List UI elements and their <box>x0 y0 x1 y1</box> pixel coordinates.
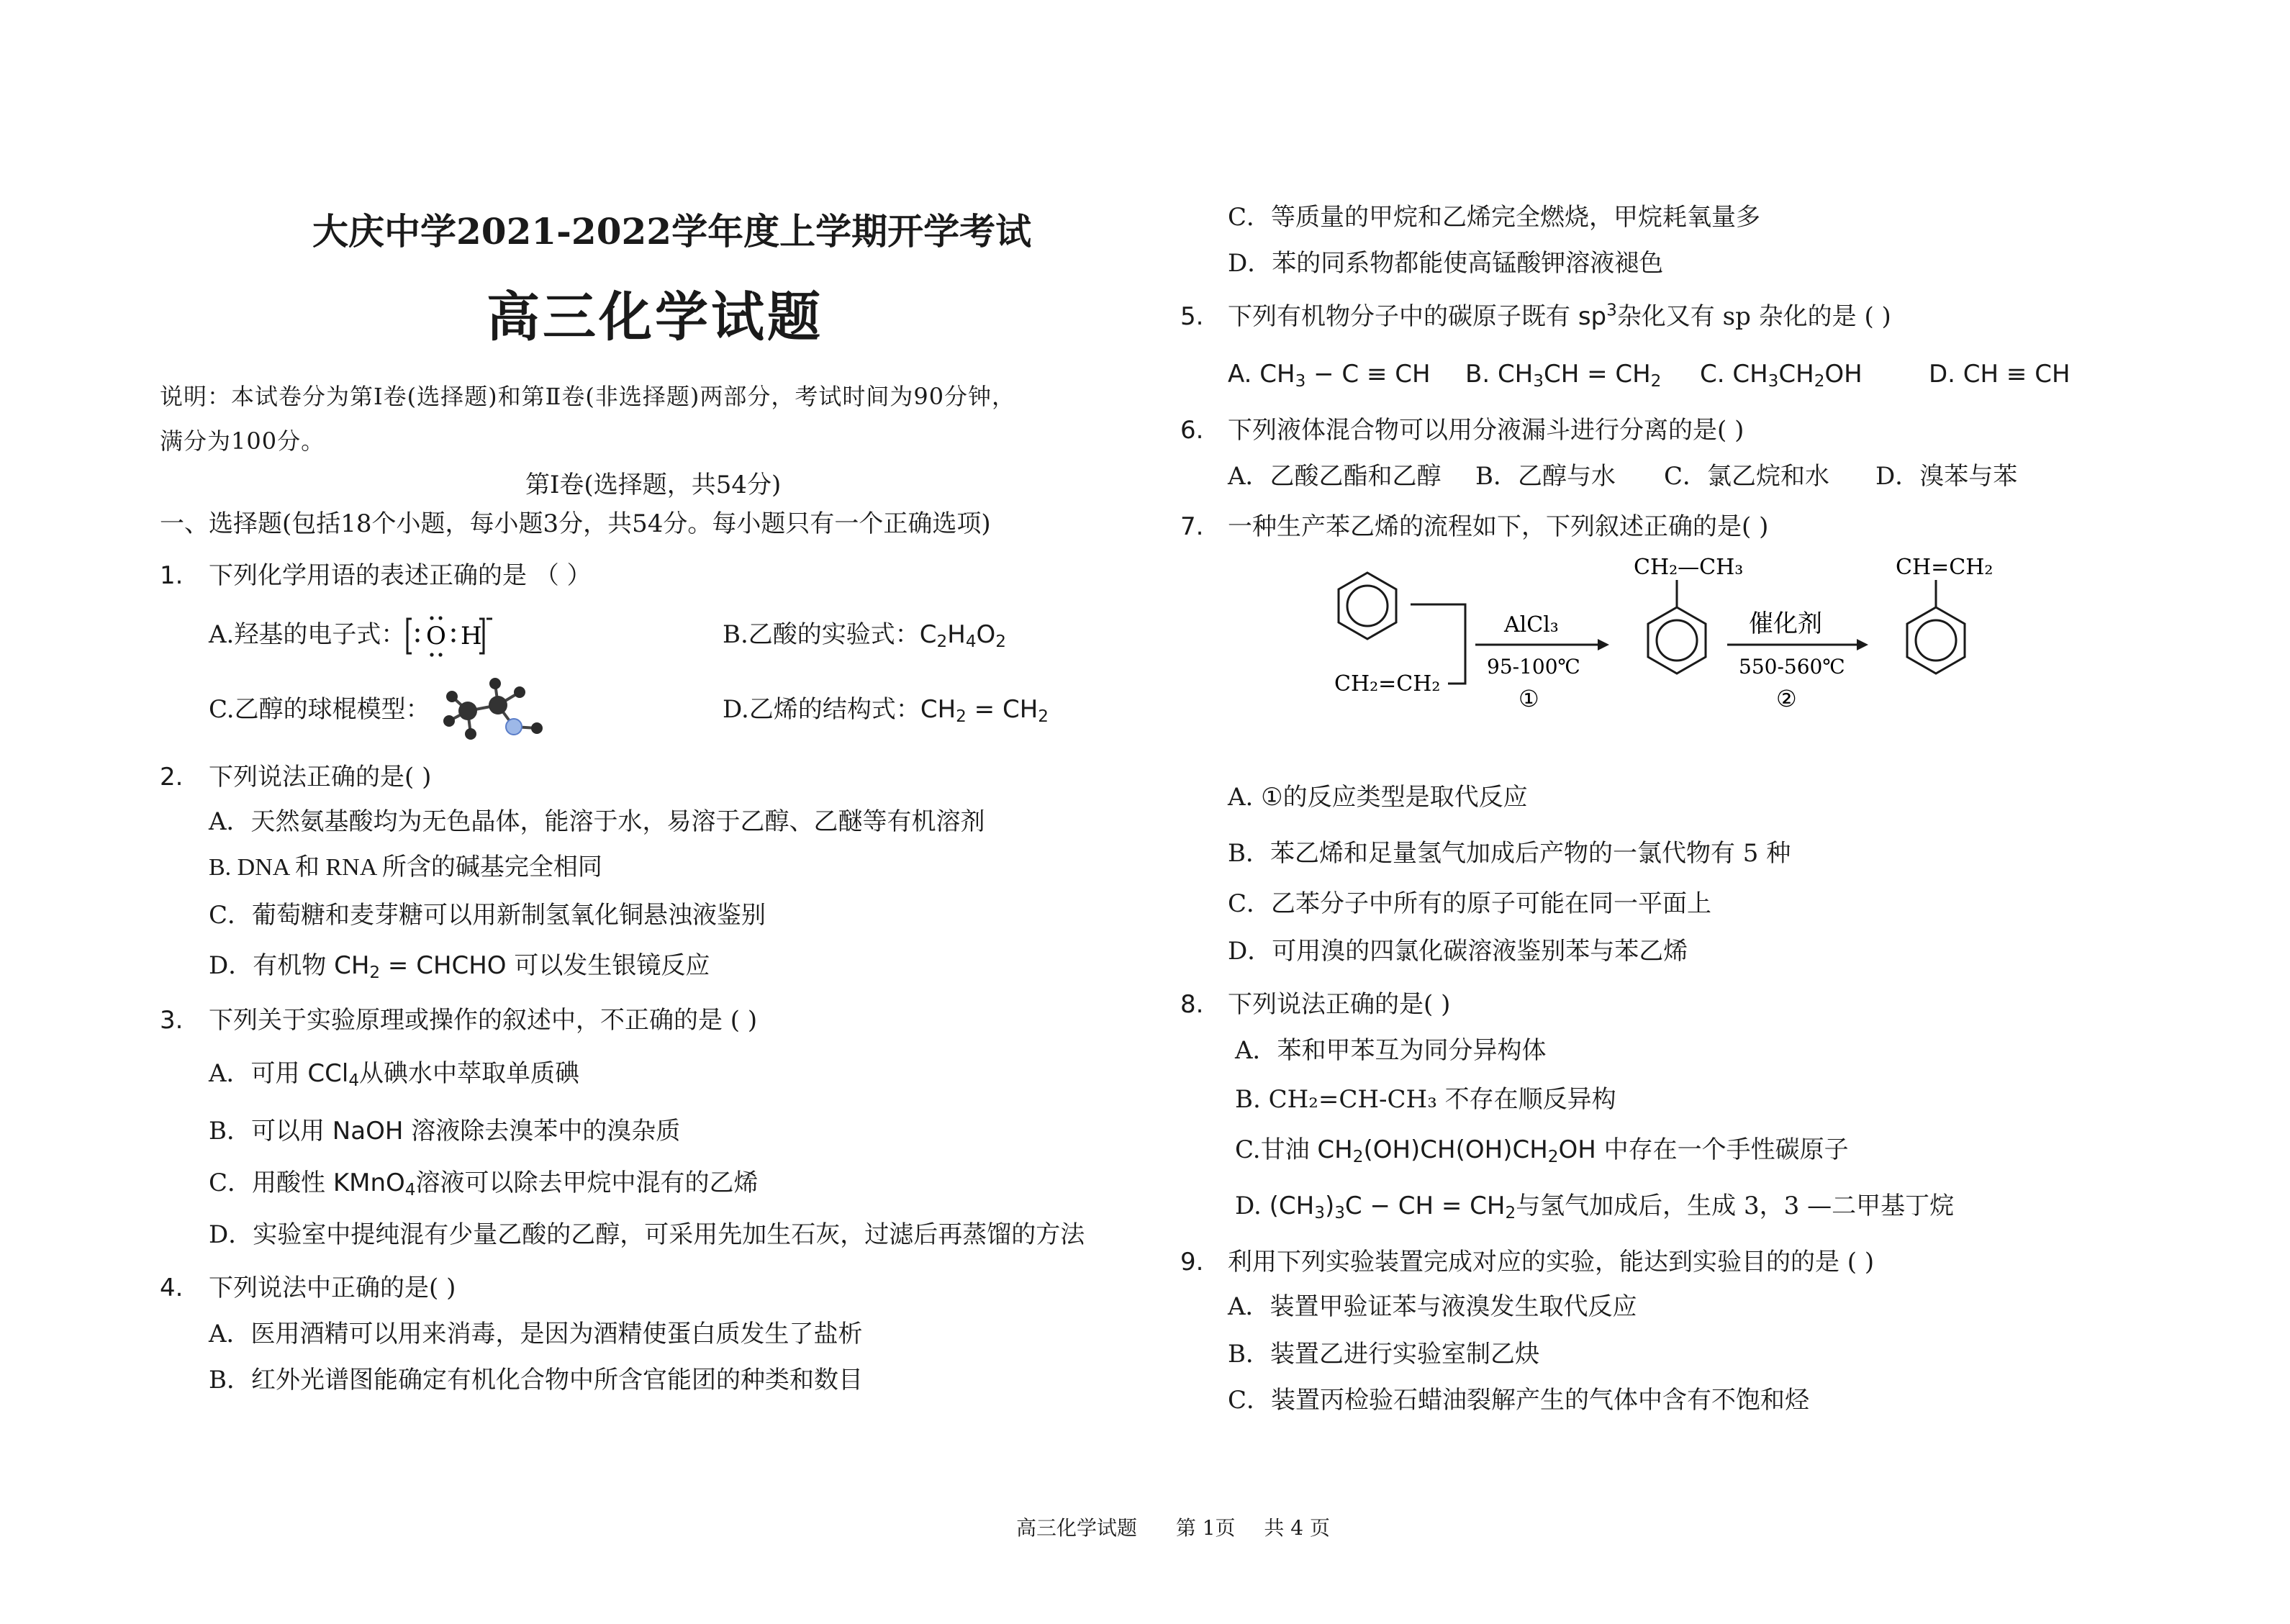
svg-text:O: O <box>426 622 446 650</box>
q9-option-c: C．装置丙检验石蜡油裂解产生的气体中含有不饱和烃 <box>1228 1386 1810 1415</box>
footer-total-pages: 共 4 页 <box>1264 1516 1330 1540</box>
q3-option-a-prefix: A．可用 <box>209 1059 308 1088</box>
naoh-formula: NaOH <box>332 1117 404 1146</box>
q8-option-c <box>1235 1135 1849 1164</box>
instructions-line-1: 说明：本试卷分为第Ⅰ卷(选择题)和第Ⅱ卷(非选择题)两部分，考试时间为90分钟， <box>160 383 1016 410</box>
q4-option-a: A．医用酒精可以用来消毒，是因为酒精使蛋白质发生了盐析 <box>209 1320 863 1348</box>
step-1-label: ① <box>1519 685 1539 712</box>
step-2-label: ② <box>1776 685 1797 712</box>
q7-option-a: A. ①的反应类型是取代反应 <box>1228 783 1528 812</box>
q8-option-c-suffix: 中存在一个手性碳原子 <box>1596 1135 1849 1164</box>
q8-option-c-prefix: C.甘油 <box>1235 1135 1318 1164</box>
q9-stem: 利用下列实验装置完成对应的实验，能达到实验目的的是 ( ) <box>1228 1248 1875 1276</box>
q5-option-d: D. CH ≡ CH <box>1929 360 2070 389</box>
q4-option-d: D．苯的同系物都能使高锰酸钾溶液褪色 <box>1228 249 1664 278</box>
exam-title: 大庆中学2021-2022学年度上学期开学考试 <box>312 210 1032 253</box>
q1-number: 1. <box>160 561 184 590</box>
section-heading: 一、选择题(包括18个小题，每小题3分，共54分。每小题只有一个正确选项) <box>160 509 991 538</box>
q3-option-d: D．实验室中提纯混有少量乙酸的乙醇，可采用先加生石灰，过滤后再蒸馏的方法 <box>209 1220 1085 1249</box>
q1-option-b-text: 乙酸的实验式： <box>748 620 920 649</box>
glycerol-formula: $CH_2(OH)CH(OH)CH_2OH$ <box>1317 1135 1596 1166</box>
q7-stem: 一种生产苯乙烯的流程如下，下列叙述正确的是( ) <box>1228 512 1769 541</box>
q1-option-c <box>209 695 430 724</box>
q6-stem: 下列液体混合物可以用分液漏斗进行分离的是( ) <box>1228 416 1744 445</box>
section-title: 第Ⅰ卷(选择题，共54分) <box>525 471 782 499</box>
vinyl-group-label: CH=CH₂ <box>1896 555 1993 580</box>
q3-number: 3. <box>160 1006 184 1035</box>
q1-option-b <box>723 620 1006 649</box>
q5-stem-suffix: 杂化又有 sp 杂化的是 ( ) <box>1616 302 1891 331</box>
page-title: 高三化学试题 <box>486 286 823 348</box>
acrolein-formula: $CH_2$ = CHCHO <box>334 951 507 982</box>
styrene-structure <box>1907 580 1965 673</box>
kmno4-formula: KMnO$_4$ <box>332 1169 416 1199</box>
benzene-structure <box>1339 573 1396 639</box>
q3-option-b <box>209 1117 680 1146</box>
q1-option-a-label: A. <box>209 620 235 649</box>
q3-stem: 下列关于实验原理或操作的叙述中，不正确的是 ( ) <box>209 1006 758 1035</box>
q8-option-a: A．苯和甲苯互为同分异构体 <box>1235 1036 1547 1065</box>
reagent-2-label: 催化剂 <box>1749 609 1822 638</box>
q1-option-d-label: D. <box>723 695 749 724</box>
q5-option-b: B. $CH_3CH = CH_2$ <box>1465 360 1662 391</box>
q3-option-c-suffix: 溶液可以除去甲烷中混有的乙烯 <box>415 1169 759 1197</box>
q2-option-d <box>209 951 710 980</box>
q4-number: 4. <box>160 1274 184 1302</box>
q9-number: 9. <box>1180 1248 1204 1276</box>
q2-number: 2. <box>160 763 184 791</box>
q1-option-d <box>723 695 1049 724</box>
q2-option-d-suffix: 可以发生银镜反应 <box>506 951 710 980</box>
q7-option-b: B．苯乙烯和足量氢气加成后产物的一氯代物有 5 种 <box>1228 839 1791 868</box>
dimethylbutene-formula: $(CH_3)_3C$ − CH = $CH_2$ <box>1269 1192 1516 1222</box>
reagent-1-label: AlCl₃ <box>1504 612 1559 638</box>
footer-page-number: 第 1页 <box>1175 1516 1236 1540</box>
q6-option-b: B．乙醇与水 <box>1475 462 1616 491</box>
q6-option-c: C．氯乙烷和水 <box>1664 462 1830 491</box>
q8-option-d <box>1235 1192 1954 1220</box>
q1-option-b-label: B. <box>723 620 748 649</box>
q3-option-b-prefix: B．可以用 <box>209 1117 332 1146</box>
temperature-2-label: 550-560℃ <box>1739 655 1845 679</box>
sp3-hybridization: $sp^3$ <box>1578 301 1617 331</box>
q7-option-d: D．可用溴的四氯化碳溶液鉴别苯与苯乙烯 <box>1228 937 1688 966</box>
q4-option-c: C．等质量的甲烷和乙烯完全燃烧，甲烷耗氧量多 <box>1228 203 1761 232</box>
q8-option-b: B. CH₂=CH-CH₃ 不存在顺反异构 <box>1235 1085 1616 1114</box>
q5-number: 5. <box>1180 302 1204 331</box>
q5-option-a: A. $CH_3 - C$ ≡ CH <box>1228 360 1431 391</box>
acetic-acid-empirical-formula: $C_2H_4O_2$ <box>919 620 1006 651</box>
instructions-line-2: 满分为100分。 <box>160 427 325 455</box>
q6-option-a: A．乙酸乙酯和乙醇 <box>1228 462 1442 491</box>
footer-subject: 高三化学试题 <box>1016 1516 1138 1540</box>
q3-option-c <box>209 1169 758 1197</box>
q5-stem <box>1228 302 1891 331</box>
q1-option-c-label: C. <box>209 695 235 724</box>
q3-option-a <box>209 1059 579 1088</box>
q9-option-b: B．装置乙进行实验室制乙炔 <box>1228 1340 1539 1369</box>
q4-option-b: B．红外光谱图能确定有机化合物中所含官能团的种类和数目 <box>209 1366 863 1394</box>
q2-option-a: A．天然氨基酸均为无色晶体，能溶于水，易溶于乙醇、乙醚等有机溶剂 <box>209 807 985 836</box>
q4-stem: 下列说法中正确的是( ) <box>209 1274 456 1302</box>
ethylene-label: CH₂=CH₂ <box>1334 671 1441 697</box>
q3-option-a-suffix: 从碘水中萃取单质碘 <box>359 1059 580 1088</box>
q5-option-c: C. $CH_3CH_2OH$ <box>1700 360 1863 391</box>
temperature-1-label: 95-100℃ <box>1487 655 1580 679</box>
q3-option-b-suffix: 溶液除去溴苯中的溴杂质 <box>403 1117 681 1146</box>
q3-option-c-prefix: C．用酸性 <box>209 1169 333 1197</box>
q2-option-d-prefix: D．有机物 <box>209 951 335 980</box>
q7-option-c: C．乙苯分子中所有的原子可能在同一平面上 <box>1228 889 1712 918</box>
ethylbenzene-structure <box>1648 580 1706 673</box>
svg-text:H: H <box>461 622 482 650</box>
styrene-production-scheme <box>1324 547 2015 727</box>
ethanol-ball-stick-model <box>439 673 547 745</box>
q6-number: 6. <box>1180 416 1204 445</box>
q1-option-c-text: 乙醇的球棍模型： <box>234 695 430 724</box>
q2-option-b: B. DNA 和 RNA 所含的碱基完全相同 <box>209 854 602 881</box>
ethyl-group-label: CH₂—CH₃ <box>1634 555 1744 580</box>
page-footer <box>1016 1512 1330 1541</box>
q1-option-d-text: 乙烯的结构式： <box>748 695 920 724</box>
q5-stem-prefix: 下列有机物分子中的碳原子既有 <box>1228 302 1578 331</box>
q1-option-a <box>209 620 405 649</box>
q7-number: 7. <box>1180 512 1204 541</box>
q8-number: 8. <box>1180 990 1204 1019</box>
q8-option-d-suffix: 与氢气加成后，生成 3，3 —二甲基丁烷 <box>1516 1192 1955 1220</box>
hydroxyl-electron-formula <box>402 612 517 662</box>
q8-stem: 下列说法正确的是( ) <box>1228 990 1451 1019</box>
q1-option-a-text: 羟基的电子式： <box>234 620 406 649</box>
q2-option-c: C．葡萄糖和麦芽糖可以用新制氢氧化铜悬浊液鉴别 <box>209 901 766 930</box>
ethylene-structural-formula: $CH_2 = CH_2$ <box>920 695 1049 726</box>
q9-option-a: A．装置甲验证苯与液溴发生取代反应 <box>1228 1292 1637 1321</box>
q6-option-d: D．溴苯与苯 <box>1875 462 2018 491</box>
q2-stem: 下列说法正确的是( ) <box>209 763 432 791</box>
q8-option-d-prefix: D. <box>1235 1192 1270 1220</box>
q1-stem: 下列化学用语的表述正确的是 （ ） <box>209 561 592 590</box>
ccl4-formula: CCl$_4$ <box>307 1059 360 1090</box>
